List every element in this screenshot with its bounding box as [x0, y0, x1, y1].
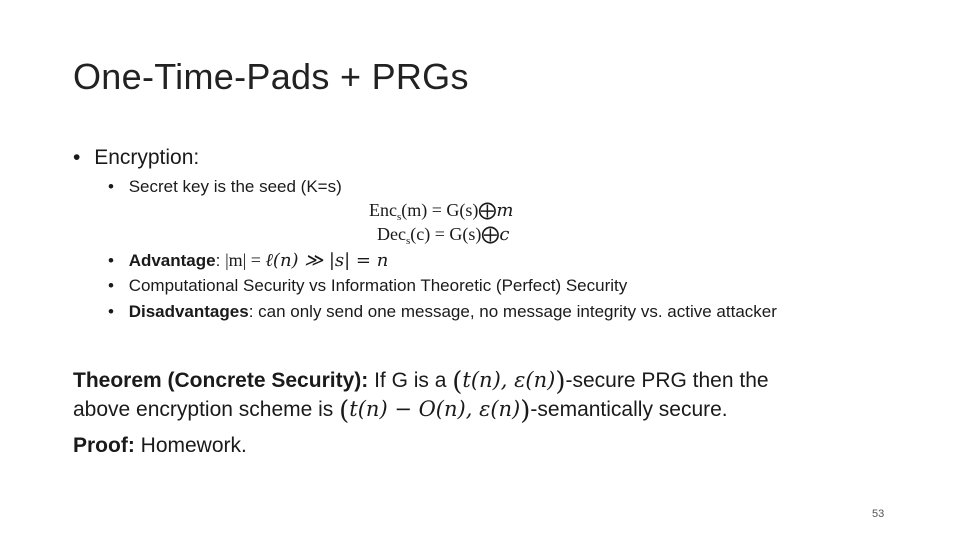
bullet-dot: • [108, 251, 114, 270]
advantage-math-b: ℓ(n) ≫ |s| = n [265, 250, 389, 271]
bullet-advantage [108, 250, 388, 271]
proof-text: Homework. [134, 434, 247, 457]
bullet-dot: • [108, 302, 114, 321]
theorem-text-1: If G is a [368, 369, 453, 392]
theorem-line2-right-paren: ) [520, 396, 531, 426]
equation-encrypt [369, 200, 514, 223]
disadvantages-label: Disadvantages [128, 302, 249, 321]
theorem-text-2: -secure PRG then the [565, 369, 769, 392]
bullet-encryption [73, 146, 199, 170]
dec-subscript: s [405, 235, 411, 247]
slide-title: One-Time-Pads + PRGs [73, 56, 469, 97]
theorem-line2-left-paren: ( [339, 396, 350, 426]
theorem-label: Theorem (Concrete Security): [73, 369, 369, 392]
theorem-line2-text-1: above encryption scheme is [73, 398, 340, 421]
theorem-math-1: t(n), ε(n) [462, 368, 556, 392]
theorem-line-2 [73, 397, 728, 424]
bullet-disadvantages [108, 302, 777, 322]
bullet-dot: • [73, 146, 81, 169]
enc-rhs: = G(s)⨁ [427, 200, 497, 220]
dec-variable: c [499, 224, 510, 245]
proof-label: Proof: [73, 434, 135, 457]
theorem-left-paren: ( [452, 367, 463, 397]
bullet-secret-key-text: Secret key is the seed (K=s) [128, 177, 342, 196]
page-number: 53 [872, 508, 885, 520]
theorem-line2-text-2: -semantically secure. [530, 398, 728, 421]
theorem-line-1 [73, 368, 769, 395]
dec-rhs: = G(s)⨁ [430, 224, 500, 244]
theorem-right-paren: ) [555, 367, 566, 397]
bullet-computational-security [108, 276, 627, 296]
bullet-dot: • [108, 276, 114, 295]
equation-decrypt [377, 224, 510, 247]
enc-argument: (m) [401, 200, 428, 220]
theorem-line2-math: t(n) − O(n), ε(n) [349, 397, 521, 421]
enc-variable: m [496, 200, 514, 221]
advantage-colon: : [215, 251, 226, 270]
enc-subscript: s [396, 211, 402, 223]
bullet-dot: • [108, 177, 114, 196]
disadvantages-text: : can only send one message, no message integrity vs. active attacker [248, 302, 777, 321]
advantage-math-a: |m| = [225, 250, 266, 270]
enc-function: Enc [369, 200, 397, 220]
computational-security-text: Computational Security vs Information Theoretic (Perfect) Security [128, 276, 628, 295]
proof-line [73, 434, 247, 458]
dec-function: Dec [377, 224, 406, 244]
bullet-secret-key [108, 177, 342, 197]
advantage-label: Advantage [128, 251, 216, 270]
bullet-encryption-text: Encryption: [94, 146, 200, 169]
dec-argument: (c) [410, 224, 431, 244]
